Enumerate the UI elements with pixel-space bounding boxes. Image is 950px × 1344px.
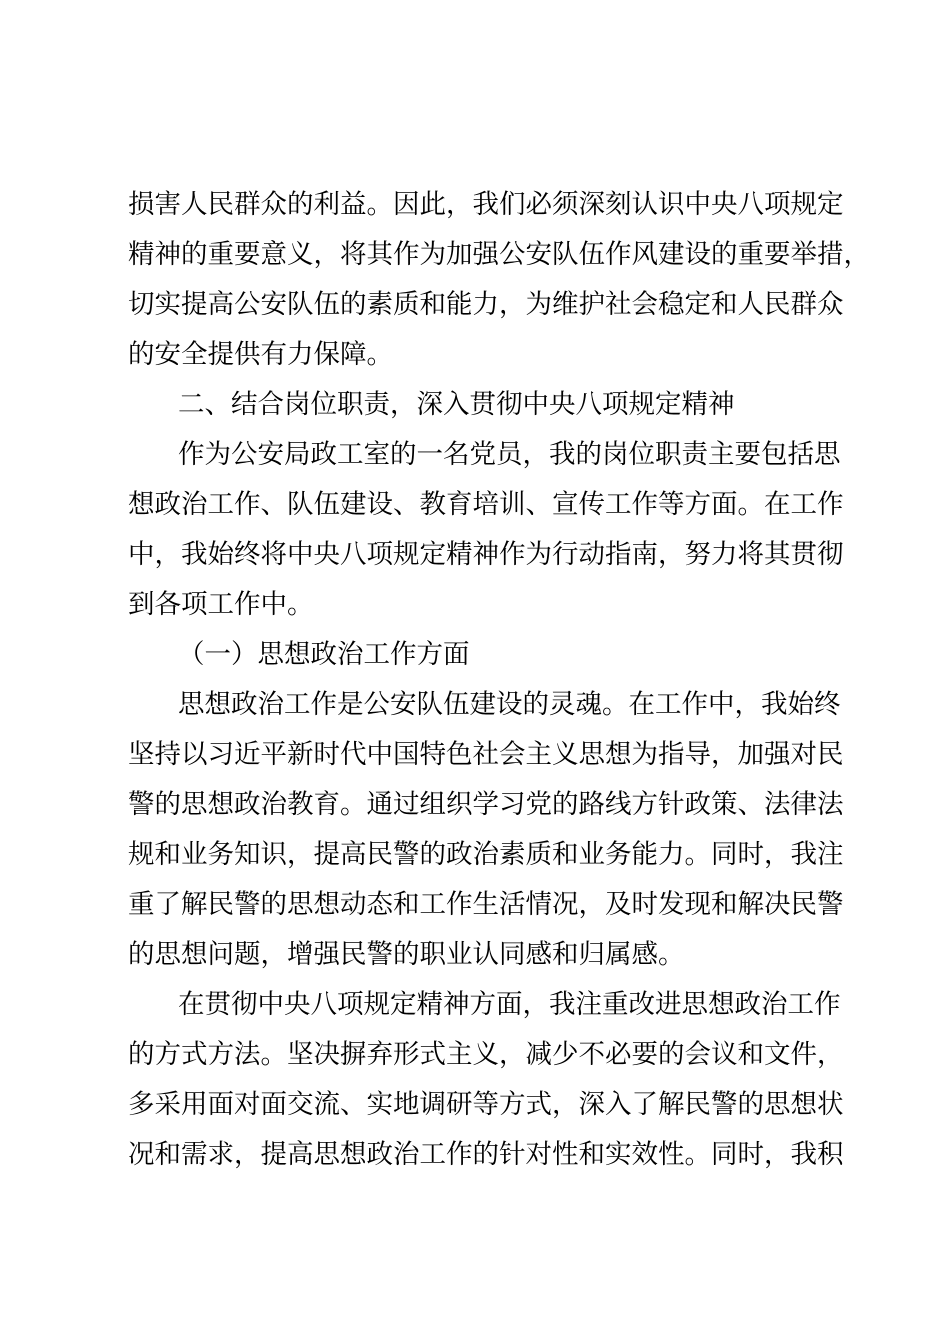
body-line: 况和需求，提高思想政治工作的针对性和实效性。同时，我积	[128, 1139, 844, 1170]
section-heading: 二、结合岗位职责，深入贯彻中央八项规定精神	[178, 389, 735, 420]
body-line: 的方式方法。坚决摒弃形式主义，减少不必要的会议和文件，	[128, 1039, 844, 1070]
body-line: 的思想问题，增强民警的职业认同感和归属感。	[128, 939, 685, 970]
body-line: 重了解民警的思想动态和工作生活情况，及时发现和解决民警	[128, 889, 844, 920]
body-line: 规和业务知识，提高民警的政治素质和业务能力。同时，我注	[128, 839, 844, 870]
body-line: 警的思想政治教育。通过组织学习党的路线方针政策、法律法	[128, 789, 844, 820]
body-line: 思想政治工作是公安队伍建设的灵魂。在工作中，我始终	[178, 689, 841, 720]
body-line: 多采用面对面交流、实地调研等方式，深入了解民警的思想状	[128, 1089, 844, 1120]
body-line: 的安全提供有力保障。	[128, 339, 393, 370]
body-line: 在贯彻中央八项规定精神方面，我注重改进思想政治工作	[178, 989, 841, 1020]
body-line: 到各项工作中。	[128, 589, 314, 620]
body-line: 中，我始终将中央八项规定精神作为行动指南，努力将其贯彻	[128, 539, 844, 570]
body-line: 坚持以习近平新时代中国特色社会主义思想为指导，加强对民	[128, 739, 844, 770]
subsection-heading: （一）思想政治工作方面	[178, 639, 470, 670]
body-line: 切实提高公安队伍的素质和能力，为维护社会稳定和人民群众	[128, 289, 844, 320]
body-line: 想政治工作、队伍建设、教育培训、宣传工作等方面。在工作	[128, 489, 844, 520]
body-line: 损害人民群众的利益。因此，我们必须深刻认识中央八项规定	[128, 189, 844, 220]
body-line: 精神的重要意义，将其作为加强公安队伍作风建设的重要举措，	[128, 239, 870, 270]
body-line: 作为公安局政工室的一名党员，我的岗位职责主要包括思	[178, 439, 841, 470]
